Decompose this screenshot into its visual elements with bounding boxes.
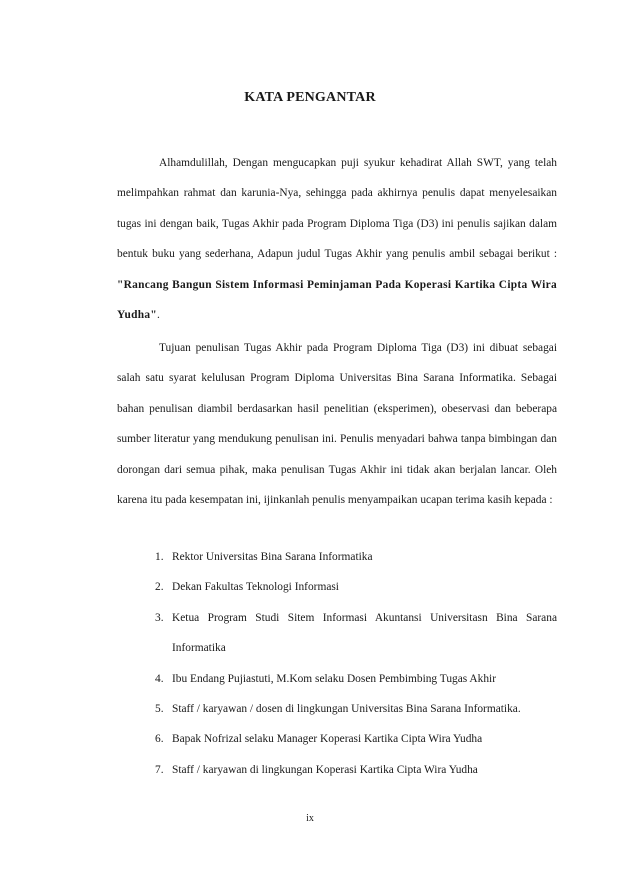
list-item-number: 2. xyxy=(155,581,164,594)
list-item-text: Dekan Fakultas Teknologi Informasi xyxy=(172,581,339,594)
paragraph-opening xyxy=(117,148,557,330)
paragraph-purpose xyxy=(117,333,557,515)
thesis-title-quote: "Rancang Bangun Sistem Informasi Peminjaman Pada Koperasi Kartika Cipta Wira Yudha" xyxy=(117,278,557,322)
list-item-text: Staff / karyawan di lingkungan Koperasi Kartika Cipta Wira Yudha xyxy=(172,763,478,776)
paragraph-opening-end: . xyxy=(157,309,160,322)
list-item xyxy=(117,572,557,602)
acknowledgement-list xyxy=(117,542,557,785)
paragraph-purpose-text: Tujuan penulisan Tugas Akhir pada Program Diploma Tiga (D3) ini dibuat sebagai salah satu syarat kelulusan Program Diploma Universitas Bina Sarana Informatika. Sebagai bahan penulisan diambil berdasarkan hasil penelitian (eksperimen), obeservasi dan beberapa sumber literatur yang mendukung penulisan ini. Penulis menyadari bahwa tanpa bimbingan dan dorongan dari semua pihak, maka penulisan Tugas Akhir ini tidak akan berjalan lancar. Oleh karena itu pada kesempatan ini, ijinkanlah penulis menyampaikan ucapan terima kasih kepada : xyxy=(117,342,557,507)
list-item-text: Ibu Endang Pujiastuti, M.Kom selaku Dosen Pembimbing Tugas Akhir xyxy=(172,672,497,685)
list-item xyxy=(117,664,557,694)
list-item xyxy=(117,694,557,724)
list-item-number: 3. xyxy=(155,611,164,624)
list-item-text: Rektor Universitas Bina Sarana Informatika xyxy=(172,551,373,563)
paragraph-opening-text: Alhamdulillah, Dengan mengucapkan puji syukur kehadirat Allah SWT, yang telah melimpahkan rahmat dan karunia-Nya, sehingga pada akhirnya penulis dapat menyelesaikan tugas ini dengan baik, Tugas Akhir pada Program Diploma Tiga (D3) ini penulis sajikan dalam bentuk buku yang sederhana, Adapun judul Tugas Akhir yang penulis ambil sebagai berikut : xyxy=(117,157,557,261)
list-item-text: Bapak Nofrizal selaku Manager Koperasi Kartika Cipta Wira Yudha xyxy=(172,733,483,746)
list-item-number: 6. xyxy=(155,733,164,746)
list-item-text: Ketua Program Studi Sitem Informasi Akuntansi Universitasn Bina Sarana Informatika xyxy=(172,611,557,655)
list-item xyxy=(117,542,557,572)
list-item-text: Staff / karyawan / dosen di lingkungan Universitas Bina Sarana Informatika. xyxy=(172,703,521,716)
list-item-number: 4. xyxy=(155,672,164,685)
list-item-number: 1. xyxy=(155,551,164,563)
list-item xyxy=(117,724,557,754)
list-item-number: 7. xyxy=(155,763,164,776)
page-title: KATA PENGANTAR xyxy=(244,90,376,105)
page-number: ix xyxy=(306,813,314,824)
list-item xyxy=(117,755,557,785)
list-item xyxy=(117,603,557,664)
list-item-number: 5. xyxy=(155,703,164,716)
